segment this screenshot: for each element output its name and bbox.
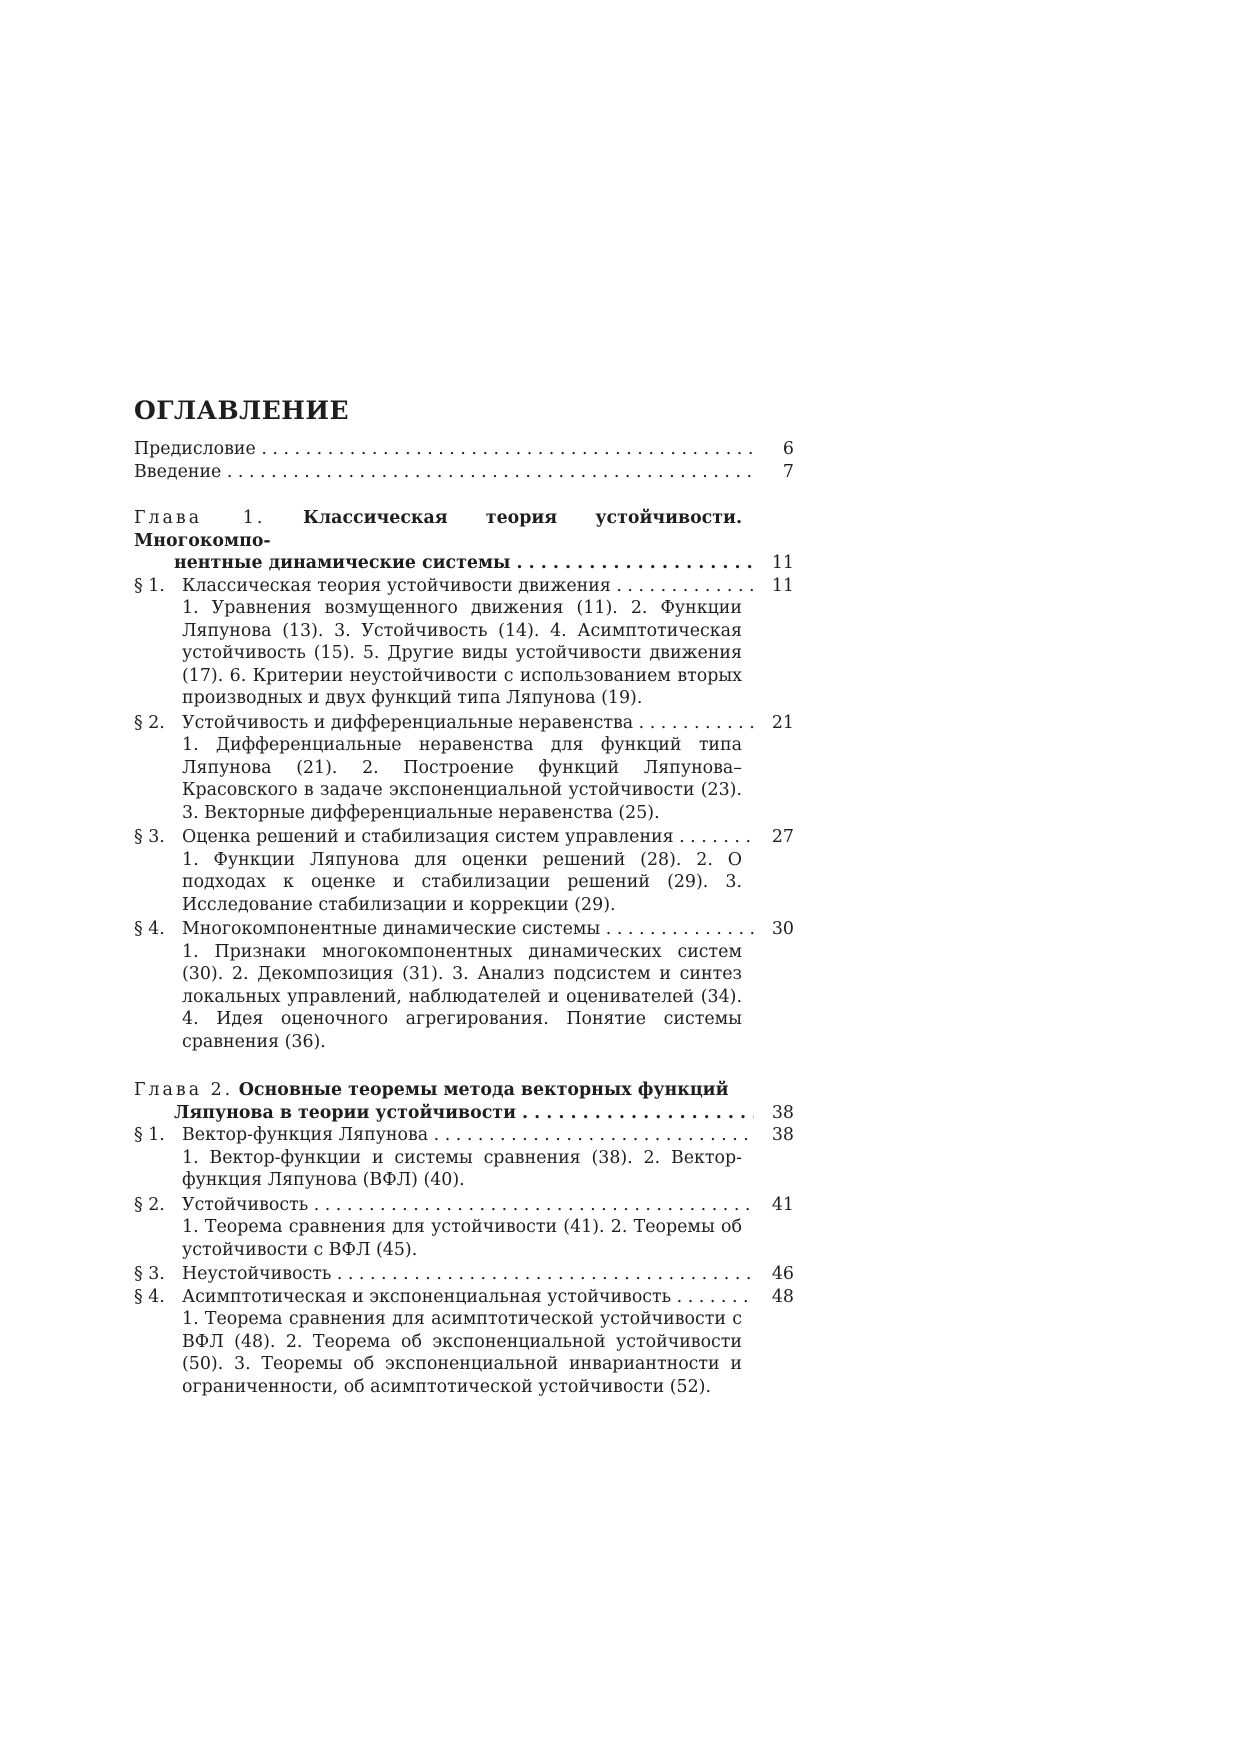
section-title: Неустойчивость . . . bbox=[182, 1263, 754, 1286]
section-number: § 4. bbox=[134, 919, 165, 939]
section-subtopics: 1. Теорема сравнения для устойчивости (41). 2. Теоремы об устойчивости с ВФЛ (45). bbox=[182, 1217, 742, 1260]
section-page: 30 bbox=[771, 919, 794, 939]
section-subtopics: 1. Признаки многокомпонентных динамических систем (30). 2. Декомпозиция (31). 3. Анализ подсистем и синтез локальных управлений, наблюдателей и оценивателей (34). 4. Идея оценочного агрегирования. Понятие системы сравнения (36). bbox=[182, 941, 742, 1052]
toc-chapter-2[interactable] bbox=[134, 1079, 794, 1124]
section-title: Вектор-функция Ляпунова . . . bbox=[182, 1124, 754, 1147]
section-title: Устойчивость . . . bbox=[182, 1194, 754, 1217]
section-subtopics: 1. Теорема сравнения для асимптотической устойчивости с ВФЛ (48). 2. Теорема об экспоненциальной устойчивости (50). 3. Теоремы об экспоненциальной инвариантности и ограниченности, об асимптотической устойчивости (52). bbox=[182, 1309, 742, 1397]
section-page: 41 bbox=[771, 1194, 794, 1215]
section-number: § 1. bbox=[134, 1125, 165, 1145]
chapter-title-line2: Ляпунова в теории устойчивости . . . bbox=[174, 1102, 754, 1125]
page-title: ОГЛАВЛЕНИЕ bbox=[134, 396, 350, 425]
toc-section[interactable] bbox=[134, 826, 794, 916]
section-subtopics: 1. Функции Ляпунова для оценки решений (28). 2. О подходах к оценке и стабилизации решений (29). 3. Исследование стабилизации и коррекции (29). bbox=[182, 849, 742, 915]
entry-page: 7 bbox=[782, 461, 794, 482]
toc-entry-introduction[interactable] bbox=[134, 461, 794, 484]
section-number: § 4. bbox=[134, 1286, 165, 1307]
toc-section[interactable] bbox=[134, 575, 794, 710]
section-page: 27 bbox=[771, 827, 794, 847]
section-title: Оценка решений и стабилизация систем управления . . . bbox=[182, 826, 754, 849]
toc-section[interactable] bbox=[134, 1263, 794, 1286]
section-number: § 1. bbox=[134, 575, 165, 596]
toc-section[interactable] bbox=[134, 712, 794, 825]
section-number: § 2. bbox=[134, 712, 165, 733]
section-title: Классическая теория устойчивости движения . . . bbox=[182, 575, 754, 598]
section-page: 46 bbox=[771, 1264, 794, 1284]
chapter-label: Глава 1. bbox=[134, 508, 266, 528]
section-subtopics: 1. Дифференциальные неравенства для функций типа Ляпунова (21). 2. Построение функций Ляпунова–Красовского в задаче экспоненциальной устойчивости (23). 3. Векторные дифференциальные неравенства (25). bbox=[182, 735, 742, 823]
chapter-title-line2: нентные динамические системы . . . bbox=[174, 552, 754, 575]
section-subtopics: 1. Уравнения возмущенного движения (11). 2. Функции Ляпунова (13). 3. Устойчивость (14). 4. Асимптотическая устойчивость (15). 5. Другие виды устойчивости движения (17). 6. Критерии неустойчивости с использованием вторых производных и двух функций типа Ляпунова (19). bbox=[182, 598, 742, 708]
chapter-label: Глава 2. bbox=[134, 1080, 234, 1100]
chapter-title-line1: Классическая теория устойчивости. Многокомпо- bbox=[134, 508, 742, 551]
section-title: Асимптотическая и экспоненциальная устойчивость . . . bbox=[182, 1286, 754, 1309]
entry-page: 6 bbox=[782, 439, 794, 459]
section-page: 11 bbox=[771, 575, 794, 596]
toc-chapter-1[interactable] bbox=[134, 507, 794, 575]
toc-section[interactable] bbox=[134, 918, 794, 1053]
entry-title: Предисловие . . . bbox=[134, 438, 754, 461]
section-number: § 3. bbox=[134, 1264, 165, 1284]
toc-section[interactable] bbox=[134, 1124, 794, 1192]
chapter-page: 11 bbox=[771, 553, 794, 573]
section-page: 48 bbox=[771, 1286, 794, 1307]
section-number: § 3. bbox=[134, 827, 165, 847]
section-page: 21 bbox=[771, 712, 794, 733]
toc-section[interactable] bbox=[134, 1194, 794, 1262]
toc-entry-preface[interactable] bbox=[134, 438, 794, 461]
section-number: § 2. bbox=[134, 1194, 165, 1215]
toc-section[interactable] bbox=[134, 1286, 794, 1399]
section-title: Многокомпонентные динамические системы . . . bbox=[182, 918, 754, 941]
chapter-page: 38 bbox=[771, 1102, 794, 1123]
chapter-title-line1: Основные теоремы метода векторных функций bbox=[238, 1080, 729, 1100]
table-of-contents bbox=[134, 396, 794, 1400]
section-page: 38 bbox=[771, 1125, 794, 1145]
section-title: Устойчивость и дифференциальные неравенства . . . bbox=[182, 712, 754, 735]
entry-title: Введение . . . bbox=[134, 461, 754, 484]
section-subtopics: 1. Вектор-функции и системы сравнения (38). 2. Вектор-функция Ляпунова (ВФЛ) (40). bbox=[182, 1147, 742, 1190]
